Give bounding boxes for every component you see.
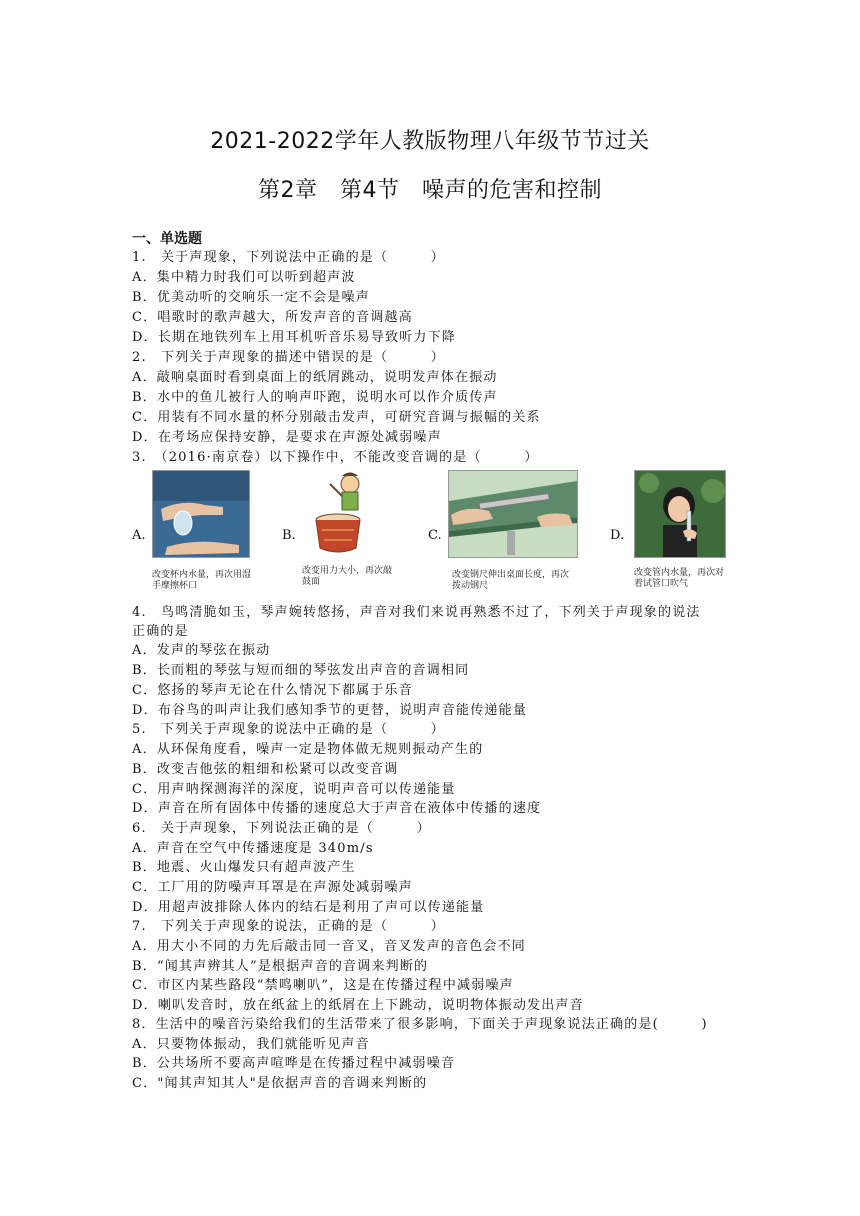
option-line: D．用超声波排除人体内的结石是利用了声可以传递能量: [132, 900, 485, 915]
option-line: A．声音在空气中传播速度是 340m/s: [132, 841, 374, 856]
figure-letter: D.: [610, 528, 625, 543]
option-line: D．喇叭发音时，放在纸盆上的纸屑在上下跳动，说明物体振动发出声音: [132, 998, 584, 1013]
option-line: A．只要物体振动，我们就能听见声音: [132, 1037, 370, 1052]
option-line: D．在考场应保持安静，是要求在声源处减弱噪声: [132, 430, 442, 445]
figure-caption: 改变用力大小，再次敲鼓面: [302, 566, 393, 587]
option-line: C．市区内某些路段“禁鸣喇叭”，这是在传播过程中减弱噪声: [132, 978, 514, 993]
option-line: B．长而粗的琴弦与短而细的琴弦发出声音的音调相同: [132, 663, 470, 678]
option-line: C．"闻其声知其人"是依据声音的音调来判断的: [132, 1076, 428, 1091]
option-line: B．公共场所不要高声喧哗是在传播过程中减弱噪音: [132, 1056, 456, 1071]
option-line: B．“闻其声辨其人”是根据声音的音调来判断的: [132, 959, 429, 974]
figure-caption: 改变杯内水量，再次用湿手摩擦杯口: [152, 570, 252, 591]
option-line: A．敲响桌面时看到桌面上的纸屑跳动，说明发声体在振动: [132, 370, 498, 385]
figure-caption: 改变钢尺伸出桌面长度，再次拨动钢尺: [452, 570, 570, 591]
option-line: C．用装有不同水量的杯分别敲击发声，可研究音调与振幅的关系: [132, 410, 541, 425]
option-line: A．集中精力时我们可以听到超声波: [132, 270, 356, 285]
question-line: 正确的是: [132, 624, 189, 639]
question-line: 3. （2016·南京卷）以下操作中，不能改变音调的是（ ）: [132, 450, 539, 465]
option-line: D．长期在地铁列车上用耳机听音乐易导致听力下降: [132, 330, 457, 345]
section-heading: 一、单选题: [132, 231, 202, 247]
option-line: B．水中的鱼儿被行人的响声吓跑，说明水可以作介质传声: [132, 390, 498, 405]
option-line: C．工厂用的防噪声耳罩是在声源处减弱噪声: [132, 880, 413, 895]
option-line: C．悠扬的琴声无论在什么情况下都属于乐音: [132, 683, 413, 698]
question-line: 1. 关于声现象，下列说法中正确的是（ ）: [132, 250, 446, 265]
option-line: C．用声呐探测海洋的深度，说明声音可以传递能量: [132, 782, 456, 797]
question-line: 6. 关于声现象，下列说法正确的是（ ）: [132, 821, 431, 836]
option-line: B．改变吉他弦的粗细和松紧可以改变音调: [132, 762, 399, 777]
option-line: B．优美动听的交响乐一定不会是噪声: [132, 290, 370, 305]
ruler-table-illustration: [448, 470, 578, 558]
option-line: C．唱歌时的歌声越大，所发声音的音调越高: [132, 310, 413, 325]
question-3-figures: [132, 470, 732, 600]
option-line: A．用大小不同的力先后敲击同一音叉，音叉发声的音色会不同: [132, 939, 526, 954]
option-line: D．布谷鸟的叫声让我们感知季节的更替，说明声音能传递能量: [132, 703, 528, 718]
option-line: D．声音在所有固体中传播的速度总大于声音在液体中传播的速度: [132, 801, 542, 816]
figure-letter: C.: [428, 528, 442, 543]
drum-boy-illustration: [302, 470, 382, 556]
girl-test-tube-illustration: [634, 470, 726, 558]
question-line: 8．生活中的噪音污染给我们的生活带来了很多影响，下面关于声现象说法正确的是( ): [132, 1017, 708, 1032]
option-line: B．地震、火山爆发只有超声波产生: [132, 860, 356, 875]
figure-letter: B.: [282, 528, 296, 543]
option-line: A．从环保角度看，噪声一定是物体做无规则振动产生的: [132, 742, 484, 757]
question-line: 5. 下列关于声现象的说法中正确的是（ ）: [132, 722, 446, 737]
question-line: 4. 鸟鸣清脆如玉，琴声婉转悠扬，声音对我们来说再熟悉不过了，下列关于声现象的说法: [132, 605, 701, 620]
document-title: 2021-2022学年人教版物理八年级节节过关: [210, 129, 650, 154]
glass-rubbing-illustration: [152, 470, 250, 558]
option-line: A．发声的琴弦在振动: [132, 643, 271, 658]
figure-letter: A.: [132, 528, 146, 543]
question-line: 7. 下列关于声现象的说法，正确的是（ ）: [132, 919, 446, 934]
figure-caption: 改变管内水量，再次对着试管口吹气: [634, 568, 725, 589]
chapter-title: 第2章 第4节 噪声的危害和控制: [258, 178, 602, 203]
question-line: 2. 下列关于声现象的描述中错误的是（ ）: [132, 350, 446, 365]
